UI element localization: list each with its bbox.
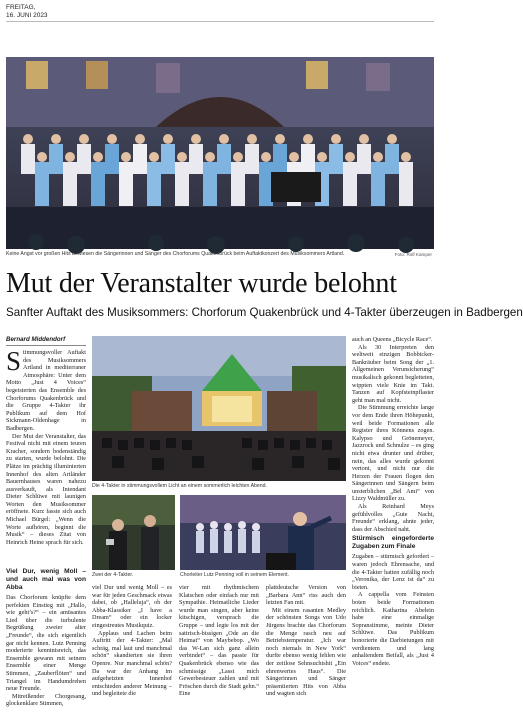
main-photo-credit: Foto: Rolf Kamper — [394, 252, 432, 257]
subhead: Stürmisch eingeforderte Zugaben zum Finale — [352, 535, 434, 551]
two-singers-illustration — [92, 495, 175, 570]
singer-head — [65, 152, 75, 162]
singer-body — [231, 162, 245, 206]
singer-body — [385, 144, 399, 174]
singer-head — [51, 134, 61, 144]
singer-head — [107, 134, 117, 144]
singer-body — [21, 144, 35, 174]
paragraph: Applaus und Lachen beim Auftritt der 4-Takter: „Mal schräg, mal laut und manchmal schön“ skandierten sie ihren Openre. Nur manchmal schön? Da war der Anhang im aufgeheizten Innenhof entschieden anderer Meinung – und begleitete die — [92, 629, 172, 698]
singer-head — [317, 152, 327, 162]
singer-body — [105, 144, 119, 174]
main-photo-caption: Keine Angst vor großen Hits bewiesen die Sängerinnen und Sänger des Chorforums Quakenbrück beim Auftaktkonzert des Musiksommers Artland. — [6, 251, 345, 257]
paragraph: vier mit rhythmischem Klatschen oder einfach nur mit Sympathie. Heimatliche Lieder wurde man singen, aber keine kitschigen, versprach die Gruppe – und legte los mit der satirisch-bissigen „Ode an die Heimat“ von Maybebop. „Wo das W-Lan sich ganz allein verbindet“ – das passte für Quakenbrück ebenso wie das schmissige „Lasst mich Gewerbesteuer zahlen und mit Fröschen durch die Stadt gehn.“ Eine — [179, 584, 259, 698]
author: Bernard Middendorf — [6, 336, 66, 343]
singer-head — [289, 152, 299, 162]
paragraph: Zugaben – stürmisch gefordert – waren jedoch Ehrensache, und die 4-Takter hatten zufällig noch „Veronika, der Lenz ist da“ zu bieten. — [352, 553, 434, 591]
singer-body — [259, 162, 273, 206]
paragraph: auch an Queens „Bicycle Race“. — [352, 336, 433, 343]
photo-two-singers — [92, 495, 175, 570]
column-4 — [179, 584, 259, 716]
paragraph: Das Chorforum knüpfte dem perfekten Einstieg mit „Hallo, wie geht’s?“ – ein amüsantes Lied über die turbulente Begrüßung zweier alter „Freunde“, die sich eigentlich gar nicht kennen. Lutz Penning moderierte kenntnisreich, das Ensemble gewann mit seinem Ensemble einer Menge Stimmen, „Zauberflöten“ und Triangel im Handumdrehen neue Freunde. — [6, 594, 86, 693]
paragraph: Mitreißender Chorgesang, glockenklare Stimmen, — [6, 692, 86, 708]
paragraph: Mit einem rasanten Medley der schönsten Songs von Udo Jürgens brachte das Chorforum die Menge rasch neu auf Betriebstemperatur. „Ich war noch niemals in New York“ durfte ebenso wenig fehlen wie der zeitlose Sehnsuchtshit „Ein ehrenwertes Haus“. Die Sängerinnen und Sänger präsentierten Hits von Abba und wagten sich — [266, 606, 346, 698]
singer-head — [387, 134, 397, 144]
weekday: FREITAG, — [6, 4, 36, 11]
singer-body — [189, 144, 203, 174]
paragraph: viel Dur und wenig Moll – es war für jeden Geschmack etwas dabei, ob „Halleluja“, ob der Abba-Klassiker „I have a Dream“ oder ein locker eingestreutes Musikquiz. — [92, 584, 172, 629]
singer-head — [247, 134, 257, 144]
paragraph: Als 30 Interpreten den weltweit einzigen Bobbicker-Bankräuber beim Song der „1. Allgemeinen Verunsicherung“ musikalisch gekonnt begleiteten, wippten viele Knie im Takt. Tanzen auf Kopfsteinpflaster geht man mal nicht. — [352, 343, 434, 404]
date: 16. JUNI 2023 — [6, 12, 48, 19]
singer-head — [177, 152, 187, 162]
singer-body — [119, 162, 133, 206]
column-1-lower — [6, 566, 86, 716]
singer-body — [357, 144, 371, 174]
drop-cap: S — [6, 346, 22, 376]
singer-body — [343, 162, 357, 206]
paragraph: Der Mut der Veranstalter, das Festival nicht mit einem teuren Kracher, sondern bodenständig zu starten, wurde belohnt. Die Plätze im prächtig illuminierten Innenhof des alten Artländer Bauernhauses waren nahezu ausverkauft, als Intendant Dieter Schlüwe mit launigen Worten den Musiksommer eröffnete. Kurz fasste sich auch Michael Bürgel: „Wenn die Worte aufhören, beginnt die Musik“ – dieses Zitat von Heinrich Heine sprach für sich. — [6, 432, 86, 546]
photo3-caption: Zwei der 4-Takter. — [92, 572, 134, 578]
photo-conductor — [180, 495, 346, 570]
singer-body — [35, 162, 49, 206]
singer-head — [135, 134, 145, 144]
singer-body — [245, 144, 259, 174]
singer-body — [217, 144, 231, 174]
column-6 — [352, 336, 434, 716]
photo2-caption: Die 4-Takter in stimmungsvollem Licht an einem sommerlich leichten Abend. — [92, 483, 268, 489]
singer-body — [161, 144, 175, 174]
top-rule — [6, 21, 434, 22]
singer-head — [191, 134, 201, 144]
singer-body — [371, 162, 385, 206]
singer-body — [399, 162, 413, 206]
column-3 — [92, 584, 172, 716]
singer-head — [401, 152, 411, 162]
choir-illustration — [6, 57, 434, 249]
singer-head — [331, 134, 341, 144]
singer-body — [49, 144, 63, 174]
singer-head — [37, 152, 47, 162]
main-photo — [6, 57, 434, 249]
singer-head — [233, 152, 243, 162]
photo-4-takter-courtyard — [92, 336, 346, 481]
column-5 — [266, 584, 346, 716]
singer-head — [219, 134, 229, 144]
singer-head — [359, 134, 369, 144]
singer-body — [175, 162, 189, 206]
paragraph: A cappella vom Feinsten boten beide Formationen reichlich. Katharina Abelein habe eine einmalige Sopranstimme, meinte Dieter Schlüwe. Das Publikum honorierte die Darbietungen mit verdientem und lang anhaltendem Beifall, als „Just 4 Voices“ endete. — [352, 591, 434, 667]
singer-head — [163, 134, 173, 144]
singer-body — [91, 162, 105, 206]
singer-head — [275, 134, 285, 144]
singer-head — [121, 152, 131, 162]
singer-body — [329, 144, 343, 174]
subhead: Viel Dur, wenig Moll – und auch mal was von Abba — [6, 568, 86, 591]
singer-head — [79, 134, 89, 144]
paragraph: plattdeutsche Version von „Barbara Ann“ riss auch den letzten Fan mit. — [266, 584, 346, 607]
singer-head — [261, 152, 271, 162]
singer-head — [149, 152, 159, 162]
paragraph: Als Reinhard Meys gefühlvolles „Gute Nacht, Freunde“ erklang, ahnte jeder, dass der Abschied naht. — [352, 503, 434, 533]
headline: Mut der Veranstalter wurde belohnt — [6, 268, 397, 299]
singer-body — [147, 162, 161, 206]
conductor-illustration — [180, 495, 346, 570]
singer-body — [301, 144, 315, 174]
singer-body — [203, 162, 217, 206]
photo4-caption: Chorleiter Lutz Penning voll in seinem Element. — [180, 572, 289, 578]
courtyard-illustration — [92, 336, 346, 481]
singer-head — [303, 134, 313, 144]
subheadline: Sanfter Auftakt des Musiksommers: Chorforum Quakenbrück und 4-Takter überzeugen in Badbergen — [6, 306, 523, 319]
singer-body — [273, 144, 287, 174]
dateline — [6, 4, 48, 20]
singer-head — [373, 152, 383, 162]
singer-head — [93, 152, 103, 162]
paragraph: Die Stimmung erreichte lange vor dem Ende ihren Höhepunkt, weil beide Formationen alle Register ihres Könnens zogen. Kalypso und Grönemeyer, Jazzrock und Schnulze – es ging nicht etwa drunter und drüber, nein, das alles wurde gekonnt vertont, und nicht nur die Herzen der Frauen flogen den Sängerinnen und Sängern beim unsterblichen „Bel Ami“ von Lizzy Waldmüller zu. — [352, 404, 434, 503]
singer-head — [205, 152, 215, 162]
singer-head — [345, 152, 355, 162]
singer-body — [77, 144, 91, 174]
singer-body — [63, 162, 77, 206]
singer-body — [133, 144, 147, 174]
singer-head — [23, 134, 33, 144]
paragraph: timmungsvoller Auftakt des Musiksommers Artland in mediterraner Atmosphäre: Unter dem Motto „Just 4 Voices“ begeisterten das Ensemble des Chorforums Quakenbrück und die Gruppe 4-Takter ihr Publikum auf dem Hof Sickmann-Oldenhage in Badbergen. — [6, 349, 86, 432]
